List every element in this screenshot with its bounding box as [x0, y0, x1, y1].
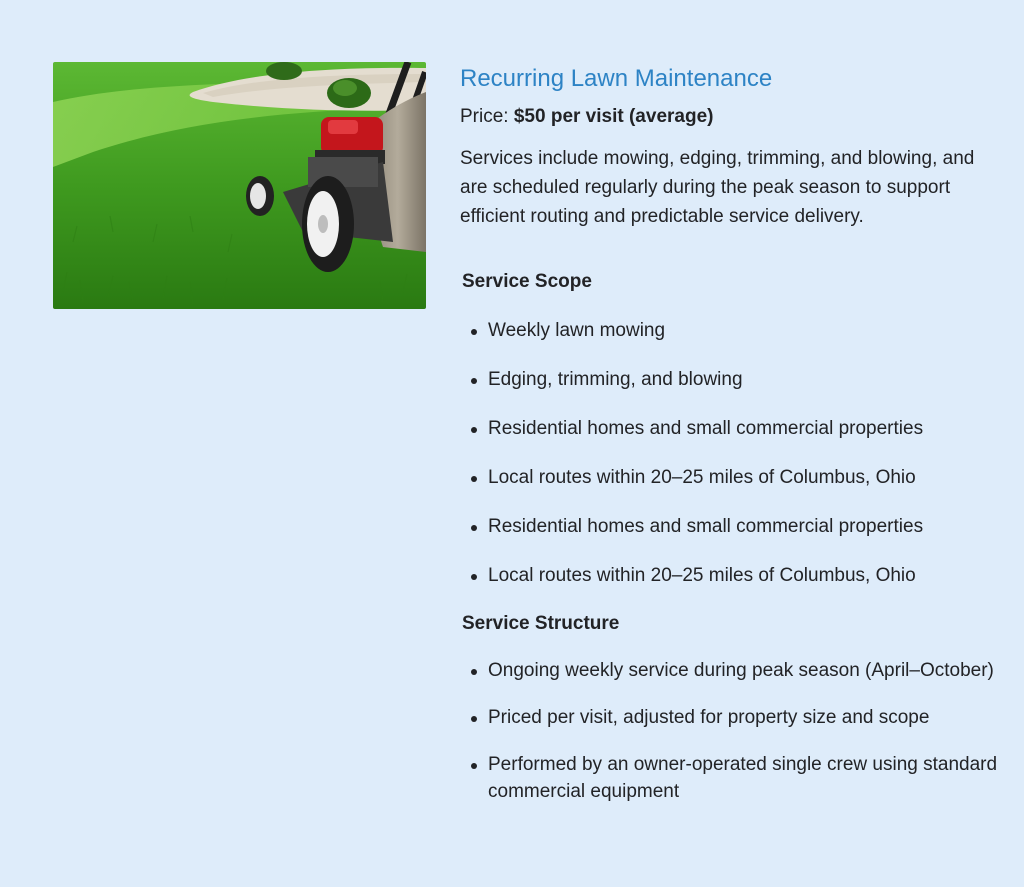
list-item: Edging, trimming, and blowing [460, 366, 1000, 393]
list-item: Residential homes and small commercial properties [460, 415, 1000, 442]
list-item: Priced per visit, adjusted for property size and scope [460, 704, 1000, 731]
price-value: $50 per visit (average) [513, 106, 714, 127]
list-item: Weekly lawn mowing [460, 317, 1000, 344]
list-item: Performed by an owner-operated single crew using standard commercial equipment [460, 751, 1000, 805]
service-title: Recurring Lawn Maintenance [460, 65, 773, 92]
list-item: Ongoing weekly service during peak season (April–October) [460, 657, 1000, 684]
service-content [460, 62, 1000, 825]
service-scope-heading: Service Scope [462, 271, 592, 292]
list-item: Local routes within 20–25 miles of Columbus, Ohio [460, 464, 1000, 491]
service-price [460, 104, 1000, 130]
service-structure-list [460, 657, 1000, 805]
service-structure-heading: Service Structure [462, 613, 620, 634]
service-description: Services include mowing, edging, trimming, and blowing, and are scheduled regularly during the peak season to support efficient routing and predictable service delivery. [460, 148, 975, 227]
list-item: Local routes within 20–25 miles of Columbus, Ohio [460, 562, 1000, 589]
lawn-mower-photo [53, 62, 426, 309]
list-item: Residential homes and small commercial properties [460, 513, 1000, 540]
service-scope-list [460, 317, 1000, 589]
price-label: Price: [460, 106, 509, 127]
